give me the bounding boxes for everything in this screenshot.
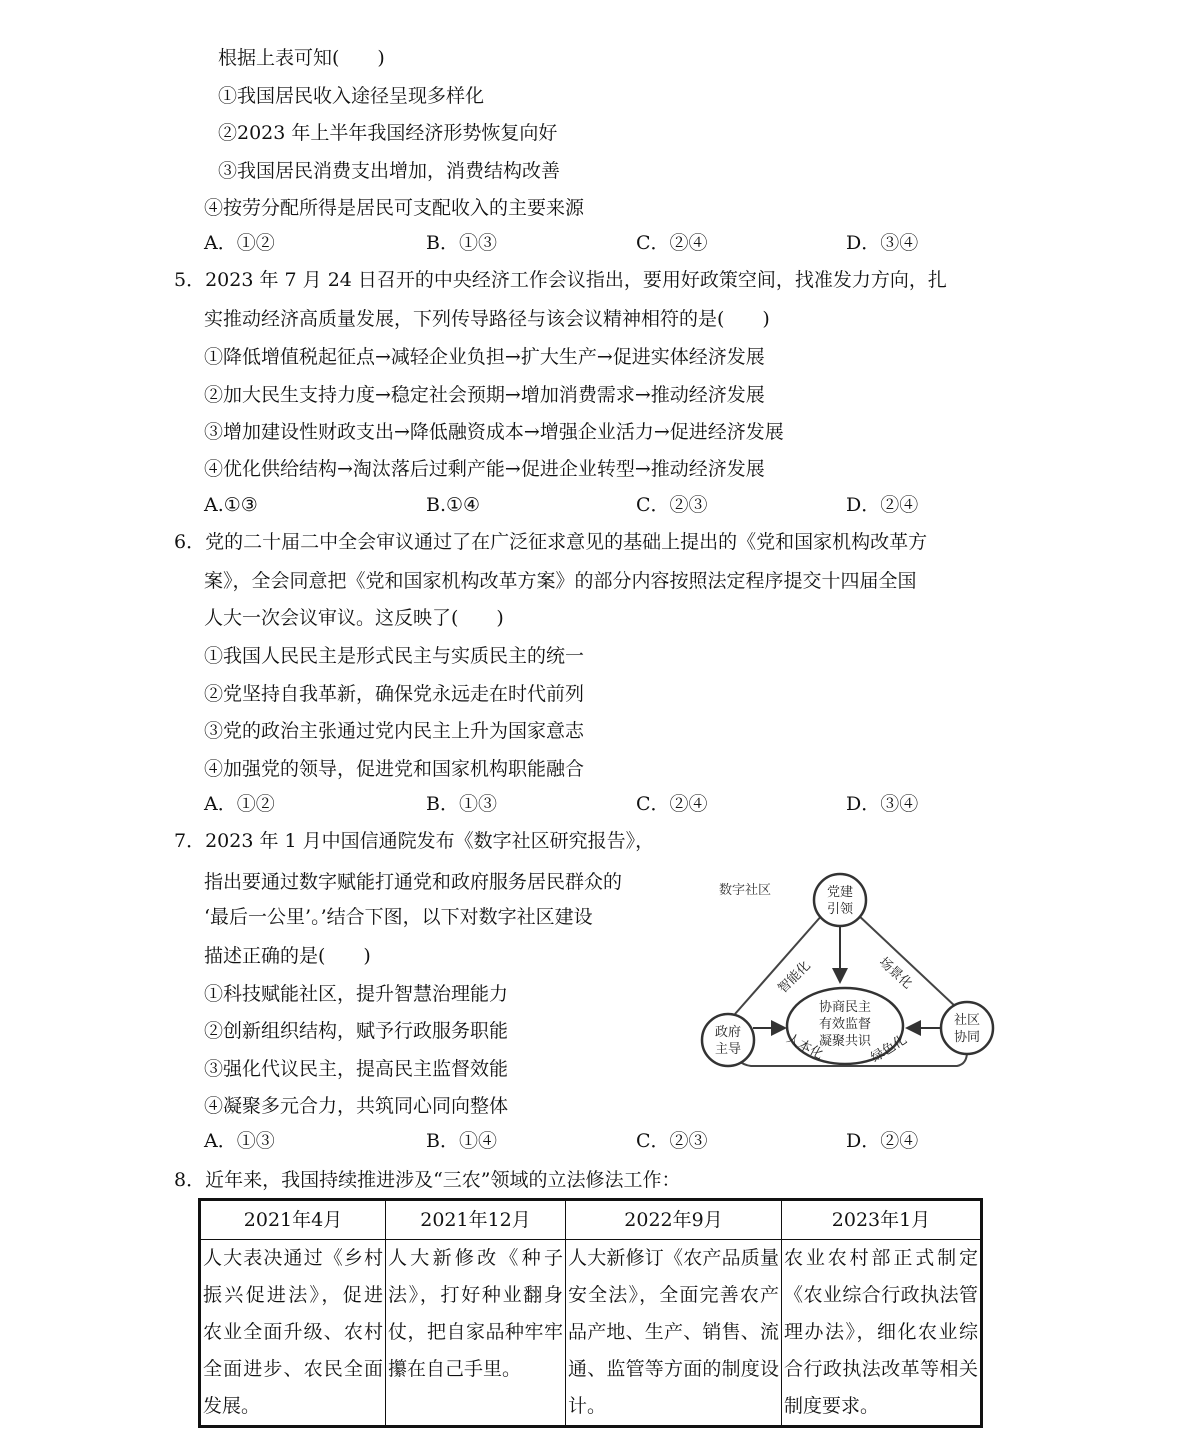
q6-stem-line-2: 案》，全会同意把《党和国家机构改革方案》的部分内容按照法定程序提交十四届全国 (204, 570, 917, 592)
q4-option-b: B．①③ (426, 232, 497, 254)
q6-item-3: ③党的政治主张通过党内民主上升为国家意志 (204, 720, 585, 742)
node-community-cooperation (941, 1002, 993, 1054)
q5-option-a: A.①③ (204, 494, 258, 516)
center-line-3: 凝聚共识 (818, 1034, 872, 1049)
header-cell: 2023年1月 (782, 1200, 982, 1240)
digital-community-diagram (695, 868, 1005, 1078)
q6-option-a: A．①② (204, 793, 275, 815)
q5-option-c: C．②③ (636, 494, 708, 516)
q4-item-2: ②2023 年上半年我国经济形势恢复向好 (218, 122, 558, 144)
q4-item-3: ③我国居民消费支出增加，消费结构改善 (218, 160, 561, 182)
q7-option-d: D．②④ (846, 1130, 919, 1152)
table-cell (200, 1240, 386, 1427)
diagram-title: 数字社区 (719, 883, 772, 898)
table-row (200, 1240, 982, 1427)
q4-option-d: D．③④ (846, 232, 919, 254)
q5-item-1: ①降低增值税起征点→减轻企业负担→扩大生产→促进实体经济发展 (204, 346, 765, 368)
edge-label-intelligent: 智能化 (775, 958, 814, 997)
q7-stem-line-4: 描述正确的是( ) (204, 945, 371, 967)
q4-item-1: ①我国居民收入途径呈现多样化 (218, 85, 485, 107)
q6-item-2: ②党坚持自我革新，确保党永远走在时代前列 (204, 683, 585, 705)
cell-text-enforcement: 农业农村部正式制定《农业综合行政执法管理办法》，细化农业综合行政执法改革等相关制度要求。 (784, 1247, 978, 1417)
top-node-line-2: 引领 (826, 902, 854, 917)
node-party-leadership (814, 874, 866, 926)
q6-option-b: B．①③ (426, 793, 497, 815)
q7-option-a: A．①③ (204, 1130, 275, 1152)
q7-option-c: C．②③ (636, 1130, 708, 1152)
q7-stem-line-3: ‘最后一公里’。’结合下图，以下对数字社区建设 (204, 906, 593, 928)
node-government-led (702, 1014, 754, 1066)
edge-label-green: 绿色化 (868, 1032, 910, 1066)
cell-text-rural-revitalization: 人大表决通过《乡村振兴促进法》，促进农业全面升级、农村全面进步、农民全面发展。 (203, 1247, 383, 1417)
cell-text-product-safety: 人大新修订《农产品质量安全法》，全面完善农产品产地、生产、销售、流通、监管等方面的制度设计。 (568, 1247, 779, 1417)
q5-option-b: B.①④ (426, 494, 481, 516)
left-node-line-1: 政府 (714, 1025, 742, 1040)
q4-stem: 根据上表可知( ) (218, 47, 385, 69)
top-node-line-1: 党建 (826, 885, 854, 900)
right-node-line-1: 社区 (953, 1013, 981, 1028)
q5-option-d: D．②④ (846, 494, 919, 516)
q4-item-4: ④按劳分配所得是居民可支配收入的主要来源 (204, 197, 585, 219)
q4-option-c: C．②④ (636, 232, 708, 254)
table-header-row (200, 1200, 982, 1240)
center-line-1: 协商民主 (818, 1000, 872, 1015)
q7-item-3: ③强化代议民主，提高民主监督效能 (204, 1058, 509, 1080)
q6-stem-line-1: 6．党的二十届二中全会审议通过了在广泛征求意见的基础上提出的《党和国家机构改革方 (174, 531, 928, 553)
cell-text-seed-law: 人大新修改《种子法》，打好种业翻身仗，把自家品种牢牢攥在自己手里。 (388, 1247, 563, 1380)
q7-stem-line-2: 指出要通过数字赋能打通党和政府服务居民群众的 (204, 871, 623, 893)
q6-stem-line-3: 人大一次会议审议。这反映了( ) (204, 607, 504, 629)
q7-item-1: ①科技赋能社区，提升智慧治理能力 (204, 983, 509, 1005)
legislation-table (198, 1198, 983, 1428)
q6-item-1: ①我国人民民主是形式民主与实质民主的统一 (204, 645, 585, 667)
q5-item-3: ③增加建设性财政支出→降低融资成本→增强企业活力→促进经济发展 (204, 421, 784, 443)
q5-stem-line-2: 实推动经济高质量发展，下列传导路径与该会议精神相符的是( ) (204, 308, 770, 330)
left-node-line-2: 主导 (714, 1042, 742, 1057)
q5-item-4: ④优化供给结构→淘汰落后过剩产能→促进企业转型→推动经济发展 (204, 458, 765, 480)
q7-stem-line-1: 7．2023 年 1 月中国信通院发布《数字社区研究报告》， (174, 830, 655, 852)
table-cell (386, 1240, 566, 1427)
q4-option-a: A．①② (204, 232, 275, 254)
q6-item-4: ④加强党的领导，促进党和国家机构职能融合 (204, 758, 585, 780)
header-cell: 2021年12月 (386, 1200, 566, 1240)
edge-label-human-centered: 人本化 (783, 1031, 826, 1063)
header-cell: 2021年4月 (200, 1200, 386, 1240)
q5-stem-line-1: 5．2023 年 7 月 24 日召开的中央经济工作会议指出，要用好政策空间，找准发力方向，扎 (174, 269, 947, 291)
q7-item-2: ②创新组织结构，赋予行政服务职能 (204, 1020, 509, 1042)
table-cell (782, 1240, 982, 1427)
q7-option-b: B．①④ (426, 1130, 497, 1152)
q6-option-c: C．②④ (636, 793, 708, 815)
q7-item-4: ④凝聚多元合力，共筑同心同向整体 (204, 1095, 509, 1117)
header-cell: 2022年9月 (566, 1200, 782, 1240)
q8-stem: 8．近年来，我国持续推进涉及“三农”领域的立法修法工作： (174, 1169, 681, 1191)
table-cell (566, 1240, 782, 1427)
q6-option-d: D．③④ (846, 793, 919, 815)
q5-item-2: ②加大民生支持力度→稳定社会预期→增加消费需求→推动经济发展 (204, 384, 765, 406)
right-node-line-2: 协同 (953, 1030, 981, 1045)
edge-label-scenario: 场景化 (875, 954, 915, 993)
center-line-2: 有效监督 (818, 1017, 872, 1032)
